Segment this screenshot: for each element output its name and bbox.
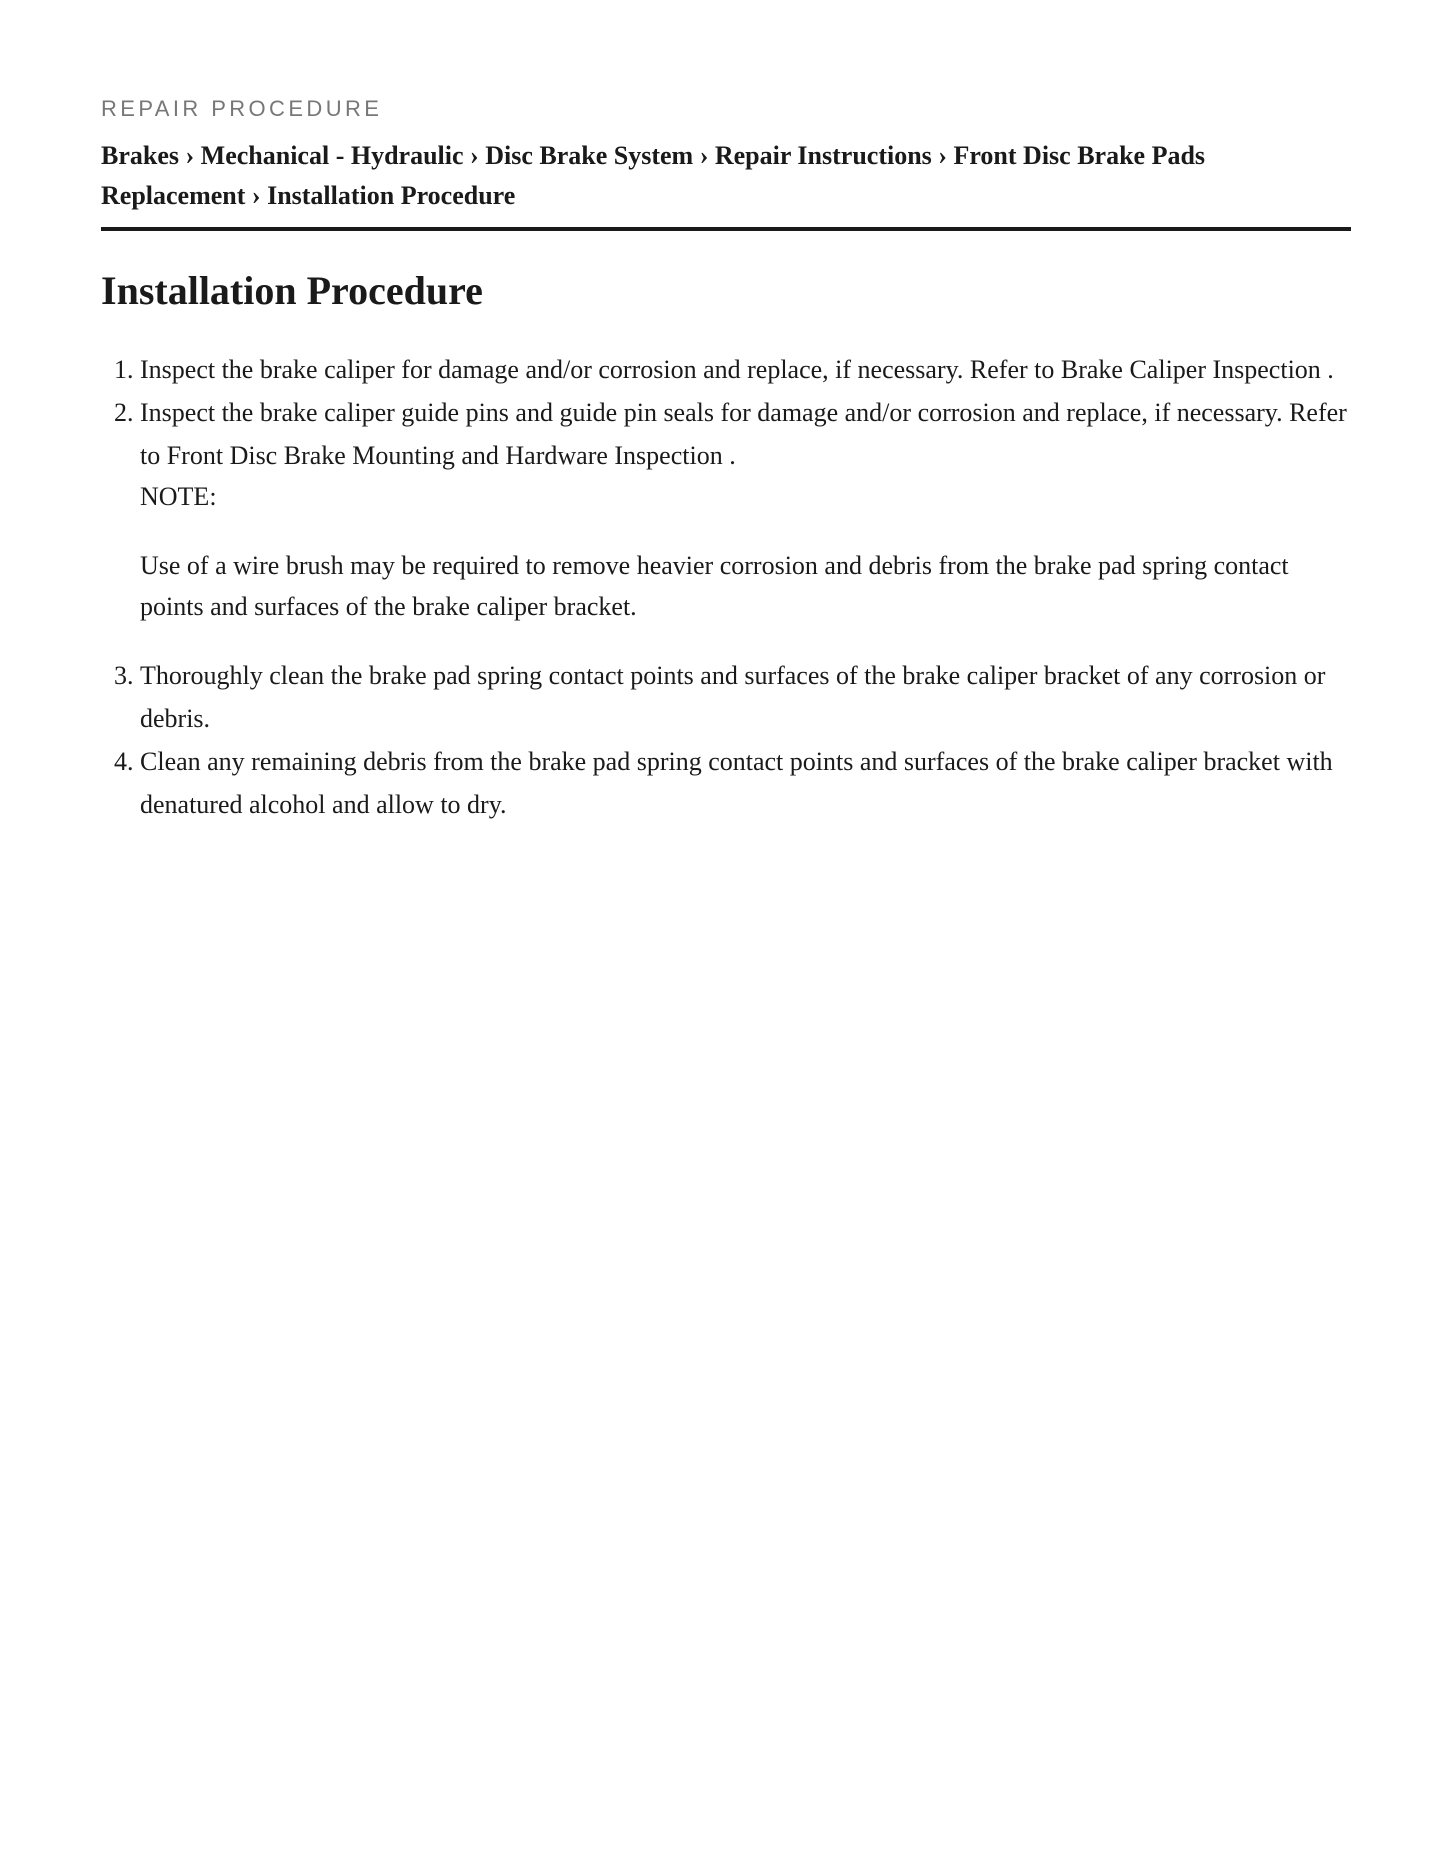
step-text: Inspect the brake caliper guide pins and guide pin seals for damage and/or corrosion and replace, if necessary. Refer to Front Disc Brake Mounting and Hardware Inspection . bbox=[140, 398, 1347, 470]
step-text: Thoroughly clean the brake pad spring contact points and surfaces of the brake caliper bracket of any corrosion or debris. bbox=[140, 661, 1326, 733]
procedure-step-2 bbox=[140, 391, 1351, 627]
breadcrumb-separator: › bbox=[699, 141, 709, 170]
breadcrumb-item-front-disc-brake-pads-replacement[interactable]: Front Disc Brake Pads Replacement bbox=[101, 141, 1206, 210]
breadcrumb-separator: › bbox=[938, 141, 947, 170]
note-text: Use of a wire brush may be required to remove heavier corrosion and debris from the brake pad spring contact points and surfaces of the brake caliper bracket. bbox=[140, 551, 1289, 621]
note-label: NOTE: bbox=[140, 482, 217, 511]
breadcrumb-separator: › bbox=[251, 181, 261, 210]
breadcrumb-separator: › bbox=[470, 141, 479, 170]
breadcrumb-item-brakes[interactable]: Brakes bbox=[101, 141, 179, 170]
page-title: Installation Procedure bbox=[101, 268, 483, 313]
breadcrumb-item-installation-procedure: Installation Procedure bbox=[267, 181, 516, 210]
section-kicker: REPAIR PROCEDURE bbox=[101, 96, 383, 121]
procedure-step-1 bbox=[140, 348, 1351, 391]
procedure-step-4 bbox=[140, 740, 1351, 826]
breadcrumb-separator: › bbox=[185, 141, 195, 170]
breadcrumb-item-repair-instructions[interactable]: Repair Instructions bbox=[714, 141, 932, 170]
procedure-step-3 bbox=[140, 654, 1351, 740]
step-text: Inspect the brake caliper for damage and/or corrosion and replace, if necessary. Refer to Brake Caliper Inspection . bbox=[140, 355, 1334, 384]
breadcrumb-item-disc-brake-system[interactable]: Disc Brake System bbox=[485, 141, 694, 170]
procedure-steps bbox=[101, 348, 1351, 826]
header-divider bbox=[101, 227, 1351, 231]
breadcrumb-item-mechanical-hydraulic[interactable]: Mechanical - Hydraulic bbox=[200, 141, 464, 170]
breadcrumb bbox=[101, 136, 1351, 216]
step-text: Clean any remaining debris from the brake pad spring contact points and surfaces of the brake caliper bracket with denatured alcohol and allow to dry. bbox=[140, 747, 1333, 819]
